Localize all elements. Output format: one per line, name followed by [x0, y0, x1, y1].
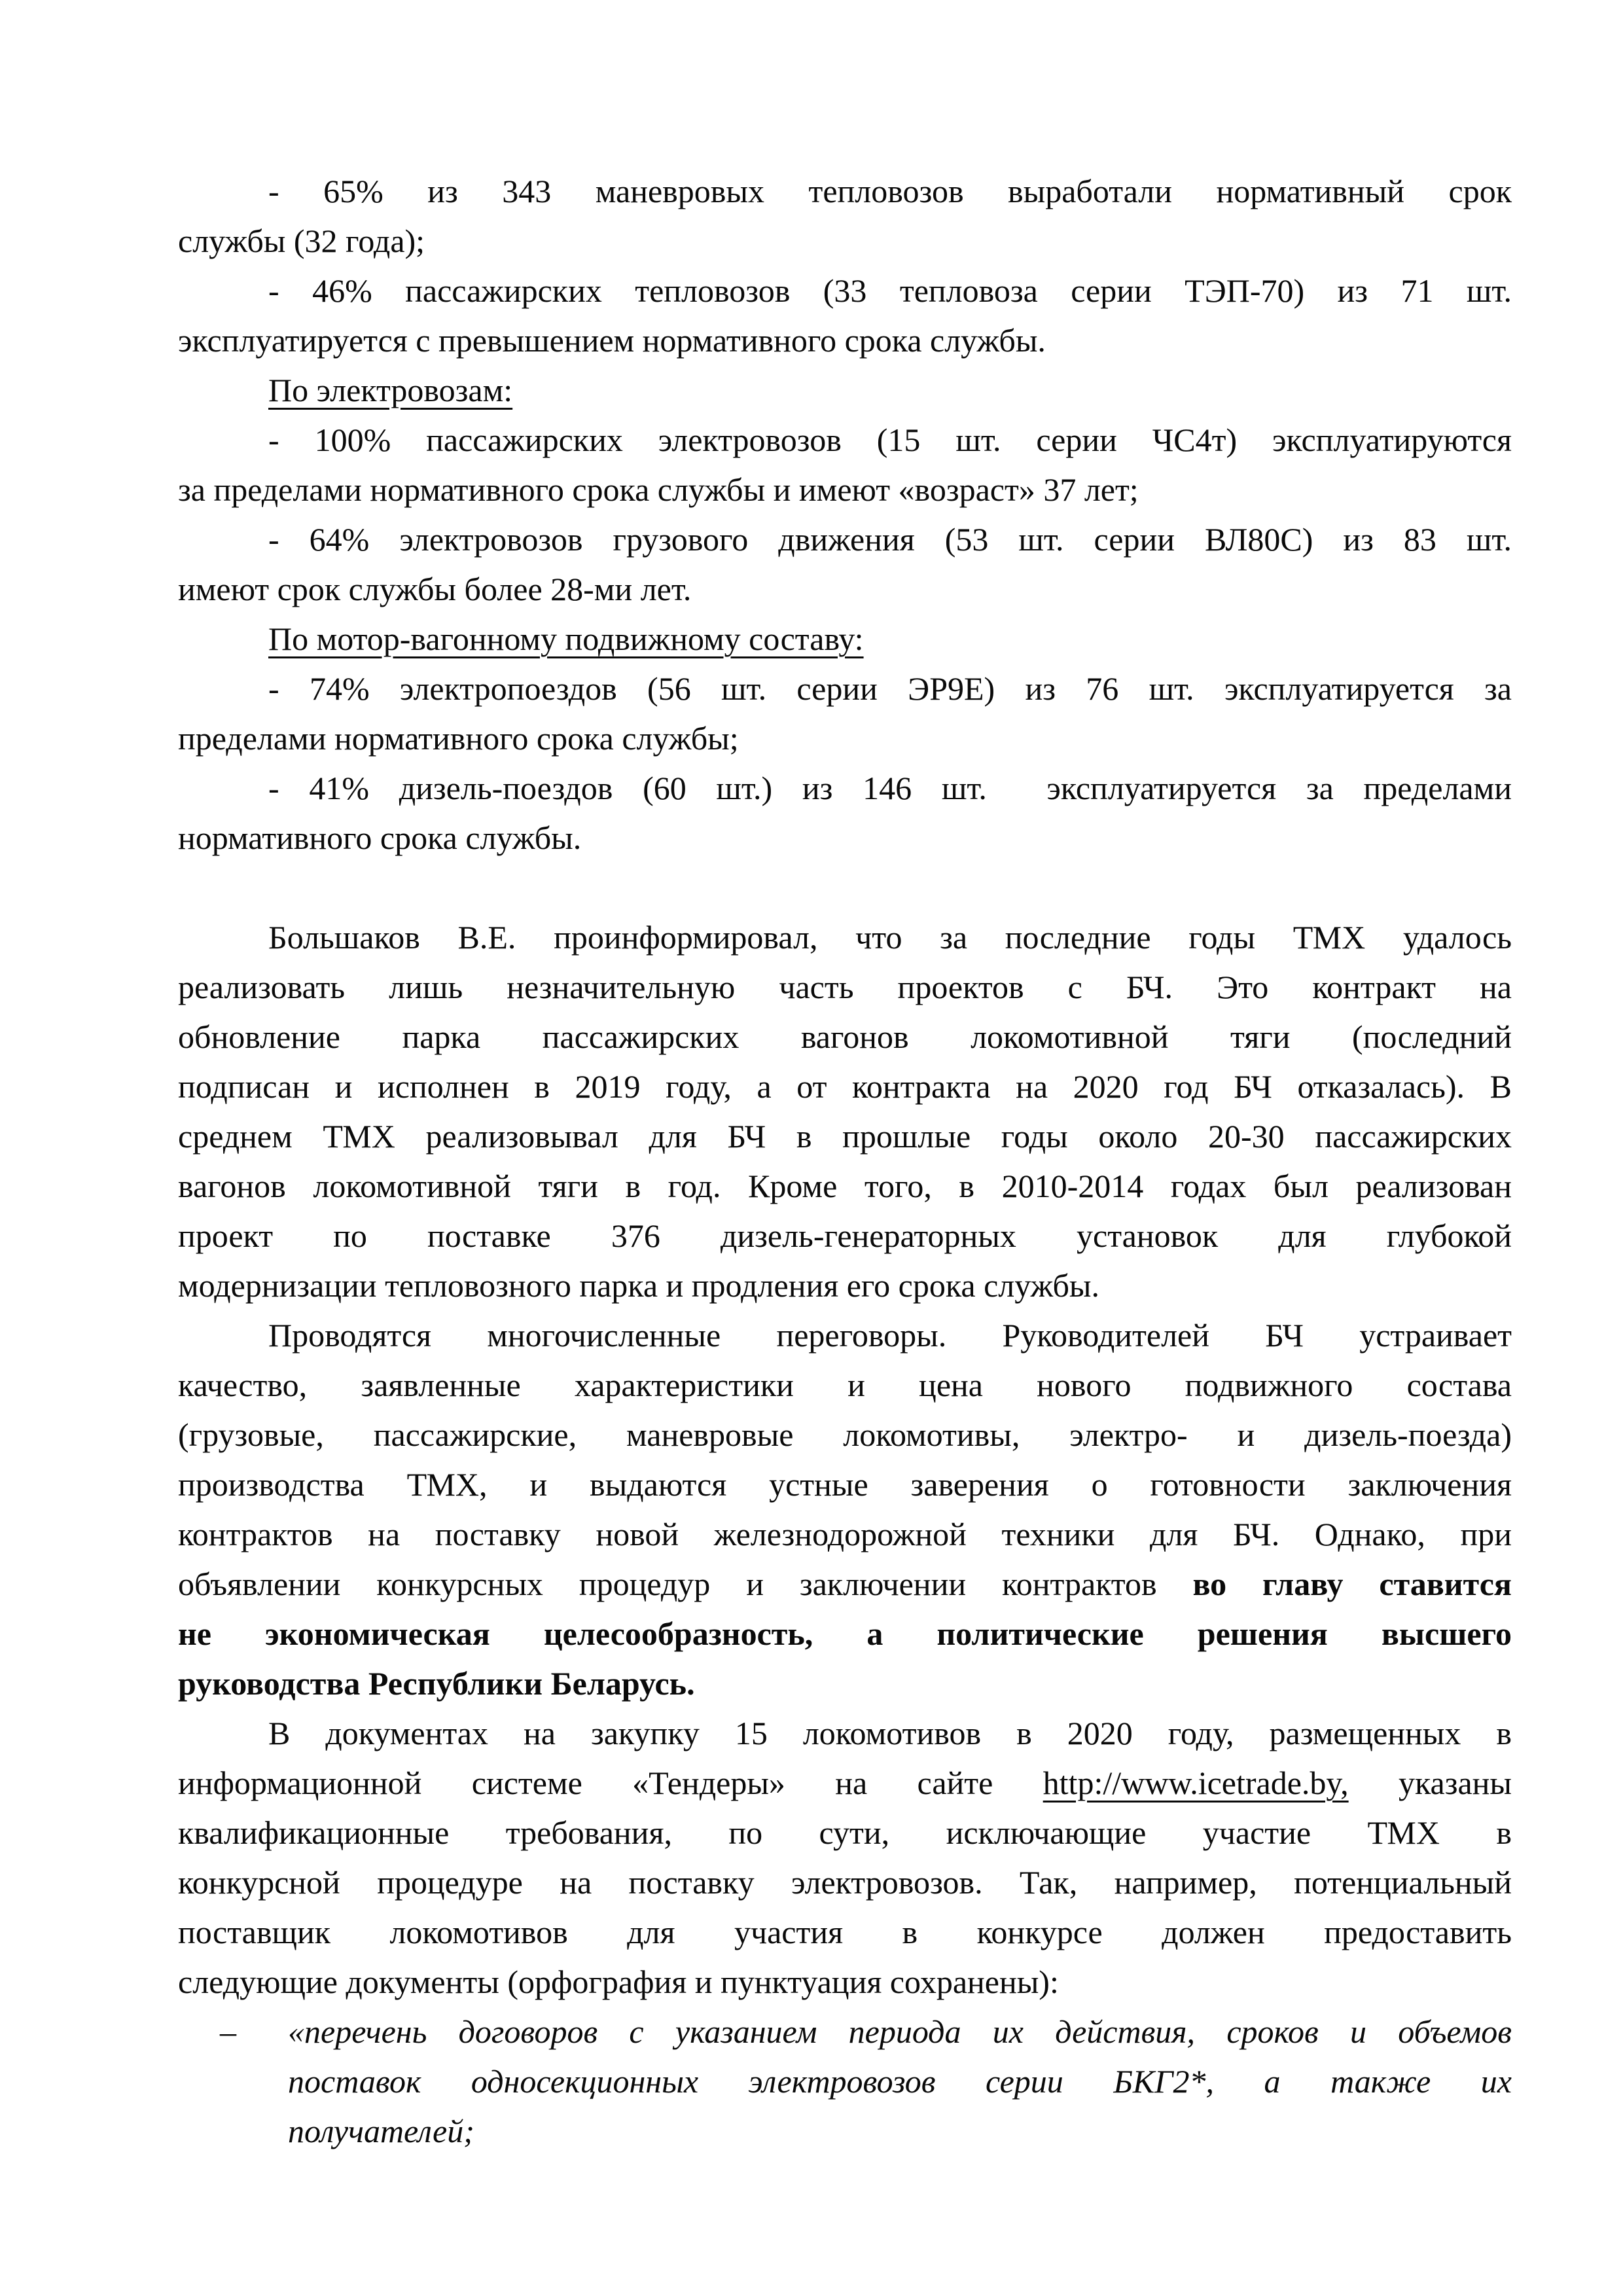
text-run: (грузовые, пассажирские, маневровые локомотивы, электро- и дизель-поезда): [178, 1416, 1512, 1453]
text-line: [178, 614, 1512, 664]
text-run: указаны: [1348, 1765, 1512, 1801]
text-line: [178, 1261, 1512, 1310]
text-line: [178, 266, 1512, 315]
text-line: [178, 912, 1512, 962]
text-run: за пределами нормативного срока службы и имеют «возраст» 37 лет;: [178, 471, 1139, 508]
text-run: получателей;: [288, 2113, 474, 2149]
text-line: [178, 365, 1512, 415]
text-line: [178, 1111, 1512, 1161]
text-run: следующие документы (орфография и пунктуация сохранены):: [178, 1964, 1059, 2000]
text-line: [288, 2056, 1512, 2106]
text-run: нормативного срока службы.: [178, 819, 582, 856]
text-line: [178, 1161, 1512, 1211]
text-line: [178, 166, 1512, 216]
text-line: [178, 1808, 1512, 1857]
text-line: [178, 664, 1512, 713]
text-run: квалификационные требования, по сути, исключающие участие ТМХ в: [178, 1814, 1512, 1851]
text-run: - 46% пассажирских тепловозов (33 тепловоза серии ТЭП-70) из 71 шт.: [268, 272, 1512, 309]
text-run: пределами нормативного срока службы;: [178, 720, 739, 757]
text-run: информационной системе «Тендеры» на сайте: [178, 1765, 1043, 1801]
text-run: не экономическая целесообразность, а политические решения высшего: [178, 1615, 1512, 1652]
text-run: имеют срок службы более 28-ми лет.: [178, 571, 692, 607]
text-line: [178, 415, 1512, 465]
text-run: модернизации тепловозного парка и продления его срока службы.: [178, 1267, 1099, 1304]
text-line: [178, 1659, 1512, 1708]
text-line: [178, 1708, 1512, 1758]
text-run: - 64% электровозов грузового движения (53 шт. серии ВЛ80С) из 83 шт.: [268, 521, 1512, 558]
text-line: [178, 1360, 1512, 1410]
text-run: В документах на закупку 15 локомотивов в 2020 году, размещенных в: [268, 1715, 1512, 1751]
text-line: [288, 2106, 1512, 2156]
text-run: эксплуатируется с превышением нормативного срока службы.: [178, 322, 1046, 359]
text-run: По мотор-вагонному подвижному составу:: [268, 620, 864, 657]
text-line: [178, 1460, 1512, 1509]
text-line: [178, 1012, 1512, 1062]
text-run: во главу ставится: [1192, 1566, 1512, 1602]
list-dash-marker: –: [220, 2013, 236, 2050]
list-item-perechen-dogovorov: [178, 2007, 1512, 2156]
text-line: [178, 564, 1512, 614]
section-heading-elektrovozy: [178, 365, 1512, 415]
text-line: [178, 1211, 1512, 1261]
text-run: подписан и исполнен в 2019 году, а от контракта на 2020 год БЧ отказалась). В: [178, 1068, 1512, 1105]
text-line: [178, 1857, 1512, 1907]
text-line: [178, 763, 1512, 813]
text-run: поставок односекционных электровозов серии БКГ2*, а также их: [288, 2063, 1512, 2100]
text-run: - 65% из 343 маневровых тепловозов выработали нормативный срок: [268, 173, 1512, 209]
text-line: [178, 1957, 1512, 2007]
text-line: [178, 962, 1512, 1012]
text-line: [178, 813, 1512, 863]
text-line: [178, 1609, 1512, 1659]
text-run: Проводятся многочисленные переговоры. Руководителей БЧ устраивает: [268, 1317, 1512, 1354]
text-line: [178, 1410, 1512, 1460]
document-content: [178, 166, 1512, 2156]
text-run: среднем ТМХ реализовывал для БЧ в прошлые годы около 20-30 пассажирских: [178, 1118, 1512, 1155]
text-line: [178, 713, 1512, 763]
text-run: конкурсной процедуре на поставку электровозов. Так, например, потенциальный: [178, 1864, 1512, 1901]
text-line: [178, 1062, 1512, 1111]
text-line: [178, 1310, 1512, 1360]
text-line: [178, 465, 1512, 514]
list-item-manevrovye-teplovozy: [178, 166, 1512, 266]
text-run: объявлении конкурсных процедур и заключении контрактов: [178, 1566, 1193, 1602]
text-line: [178, 514, 1512, 564]
text-run: «перечень договоров с указанием периода их действия, сроков и объемов: [288, 2013, 1512, 2050]
text-line: [178, 1758, 1512, 1808]
paragraph-gap: [178, 863, 1512, 912]
text-run: - 41% дизель-поездов (60 шт.) из 146 шт. эксплуатируется за пределами: [268, 770, 1512, 806]
list-item-dizel-poezda: [178, 763, 1512, 863]
text-run: контрактов на поставку новой железнодорожной техники для БЧ. Однако, при: [178, 1516, 1512, 1552]
text-run: поставщик локомотивов для участия в конкурсе должен предоставить: [178, 1914, 1512, 1950]
text-line: [178, 216, 1512, 266]
text-run: реализовать лишь незначительную часть проектов с БЧ. Это контракт на: [178, 969, 1512, 1005]
text-line: [178, 315, 1512, 365]
text-run: проект по поставке 376 дизель-генераторных установок для глубокой: [178, 1217, 1512, 1254]
text-line: [178, 1907, 1512, 1957]
list-item-gruzovye-elektrovozy: [178, 514, 1512, 614]
list-item-passazhirskie-elektrovozy: [178, 415, 1512, 514]
paragraph-bolshakov-report: [178, 912, 1512, 1310]
paragraph-peregovory: [178, 1310, 1512, 1708]
text-run: обновление парка пассажирских вагонов локомотивной тяги (последний: [178, 1018, 1512, 1055]
text-run: Большаков В.Е. проинформировал, что за последние годы ТМХ удалось: [268, 919, 1512, 956]
text-run: руководства Республики Беларусь.: [178, 1665, 695, 1702]
text-run: качество, заявленные характеристики и цена нового подвижного состава: [178, 1367, 1512, 1403]
text-run: - 74% электропоездов (56 шт. серии ЭР9Е) из 76 шт. эксплуатируется за: [268, 670, 1512, 707]
list-item-elektropoezda: [178, 664, 1512, 763]
text-run: По электровозам:: [268, 372, 513, 408]
text-line: [288, 2007, 1512, 2056]
list-item-passazhirskie-teplovozy: [178, 266, 1512, 365]
text-run: вагонов локомотивной тяги в год. Кроме того, в 2010-2014 годах был реализован: [178, 1168, 1512, 1204]
text-run: службы (32 года);: [178, 223, 425, 259]
paragraph-zakupka-dokumenty: [178, 1708, 1512, 2007]
text-line: [178, 1509, 1512, 1559]
text-run: - 100% пассажирских электровозов (15 шт. серии ЧС4т) эксплуатируются: [268, 422, 1512, 458]
text-run: производства ТМХ, и выдаются устные заверения о готовности заключения: [178, 1466, 1512, 1503]
text-line: [178, 1559, 1512, 1609]
section-heading-motorvagonny-sostav: [178, 614, 1512, 664]
icetrade-link: http://www.icetrade.by,: [1043, 1765, 1349, 1801]
